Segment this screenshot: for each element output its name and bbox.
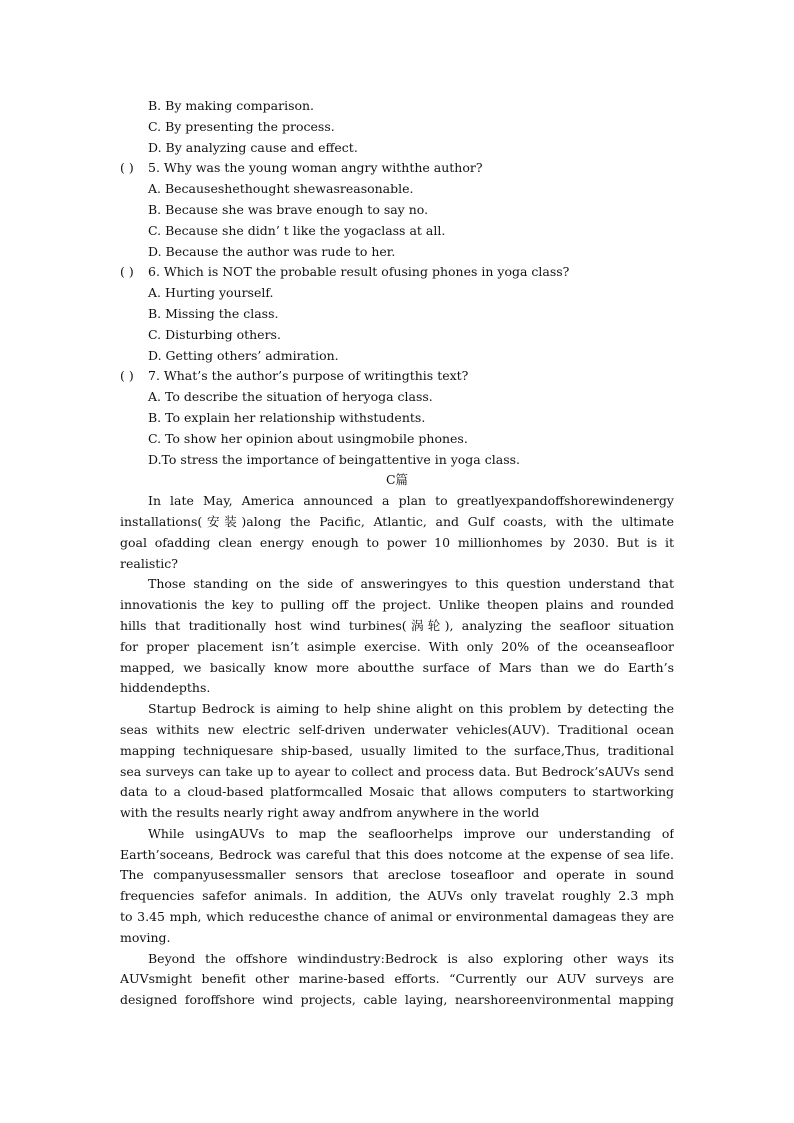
text-line: AUVsmight benefit other marine-based efforts. “Currently our AUV surveys are (120, 971, 674, 987)
text-line: moving. (120, 929, 171, 945)
question-6 (120, 262, 674, 366)
text-line: innovationis the key to pulling off the project. Unlike theopen plains and rounded (120, 597, 674, 613)
text-line: The companyusessmaller sensors that areclose toseafloor and operate in sound (120, 867, 674, 883)
option-5c: C. Because she didn’ t like the yogaclass at all. (148, 222, 446, 238)
option-4c: C. By presenting the process. (148, 118, 335, 134)
text-line: hills that traditionally host wind turbines(涡轮), analyzing the seafloor situation (120, 617, 674, 633)
option-6c: C. Disturbing others. (148, 326, 281, 342)
text-line: mapping techniquesare ship-based, usually limited to the surface,Thus, traditional (120, 742, 674, 758)
question-stem (120, 262, 674, 283)
option-5d: D. Because the author was rude to her. (148, 243, 396, 259)
text-line: goal ofadding clean energy enough to power 10 millionhomes by 2030. But is it (120, 534, 674, 550)
passage-paragraph-1 (120, 491, 674, 574)
text-line: Those standing on the side of answeringyes to this question understand that (148, 576, 674, 592)
document-page (120, 96, 674, 1011)
question-stem (120, 366, 674, 387)
option-4d: D. By analyzing cause and effect. (148, 139, 358, 155)
text-line: seas withits new electric self-driven underwater vehicles(AUV). Traditional ocean (120, 721, 674, 737)
question-4-options (120, 96, 674, 158)
option-6b: B. Missing the class. (148, 305, 279, 321)
question-7 (120, 366, 674, 470)
option-6a: A. Hurting yourself. (148, 285, 274, 301)
text-line: for proper placement isn’t asimple exercise. With only 20% of the oceanseafloor (120, 638, 674, 654)
question-text: 5. Why was the young woman angry withthe author? (148, 160, 483, 176)
passage-paragraph-5 (120, 949, 674, 1011)
section-title: C篇 (385, 472, 409, 488)
text-line: mapped, we basically know more aboutthe surface of Mars than we do Earth’s (120, 659, 674, 675)
text-line: frequencies safefor animals. In addition, the AUVs only travelat roughly 2.3 mph (120, 888, 674, 904)
text-line: While usingAUVs to map the seafloorhelps improve our understanding of (148, 825, 674, 841)
question-5 (120, 158, 674, 262)
text-line: with the results nearly right away andfrom anywhere in the world (120, 805, 540, 821)
option-5a: A. Becauseshethought shewasreasonable. (148, 181, 414, 197)
option-5b: B. Because she was brave enough to say no. (148, 201, 429, 217)
option-4b: B. By making comparison. (148, 98, 315, 113)
text-line: sea surveys can take up to ayear to collect and process data. But Bedrock’sAUVs send (120, 763, 674, 779)
text-line: hiddendepths. (120, 680, 211, 696)
option-7b: B. To explain her relationship withstudents. (148, 409, 426, 425)
question-text: 7. What’s the author’s purpose of writingthis text? (148, 368, 469, 384)
text-line: Earth’soceans, Bedrock was careful that this does notcome at the expense of sea life. (120, 846, 674, 862)
text-line: Beyond the offshore windindustry:Bedrock is also exploring other ways its (148, 950, 674, 966)
option-6d: D. Getting others’ admiration. (148, 347, 339, 363)
option-7c: C. To show her opinion about usingmobile phones. (148, 430, 468, 446)
option-7a: A. To describe the situation of heryoga class. (148, 389, 433, 405)
question-text: 6. Which is NOT the probable result ofusing phones in yoga class? (148, 264, 570, 280)
text-line: data to a cloud-based platformcalled Mosaic that allows computers to startworking (120, 784, 674, 800)
text-line: In late May, America announced a plan to greatlyexpandoffshorewindenergy (148, 493, 674, 509)
text-line: to 3.45 mph, which reducesthe chance of animal or environmental damageas they are (120, 909, 674, 925)
passage-paragraph-4 (120, 824, 674, 949)
answer-blank: ( ) (120, 368, 134, 384)
option-7d: D.To stress the importance of beingattentive in yoga class. (148, 451, 520, 467)
answer-blank: ( ) (120, 264, 134, 280)
text-line: Startup Bedrock is aiming to help shine alight on this problem by detecting the (148, 701, 674, 717)
text-line: realistic? (120, 555, 178, 571)
question-stem (120, 158, 674, 179)
answer-blank: ( ) (120, 160, 134, 176)
text-line: designed foroffshore wind projects, cable laying, nearshoreenvironmental mapping (120, 992, 674, 1008)
passage-paragraph-2 (120, 574, 674, 699)
passage-paragraph-3 (120, 699, 674, 824)
text-line: installations(安装)along the Pacific, Atlantic, and Gulf coasts, with the ultimate (120, 513, 674, 529)
